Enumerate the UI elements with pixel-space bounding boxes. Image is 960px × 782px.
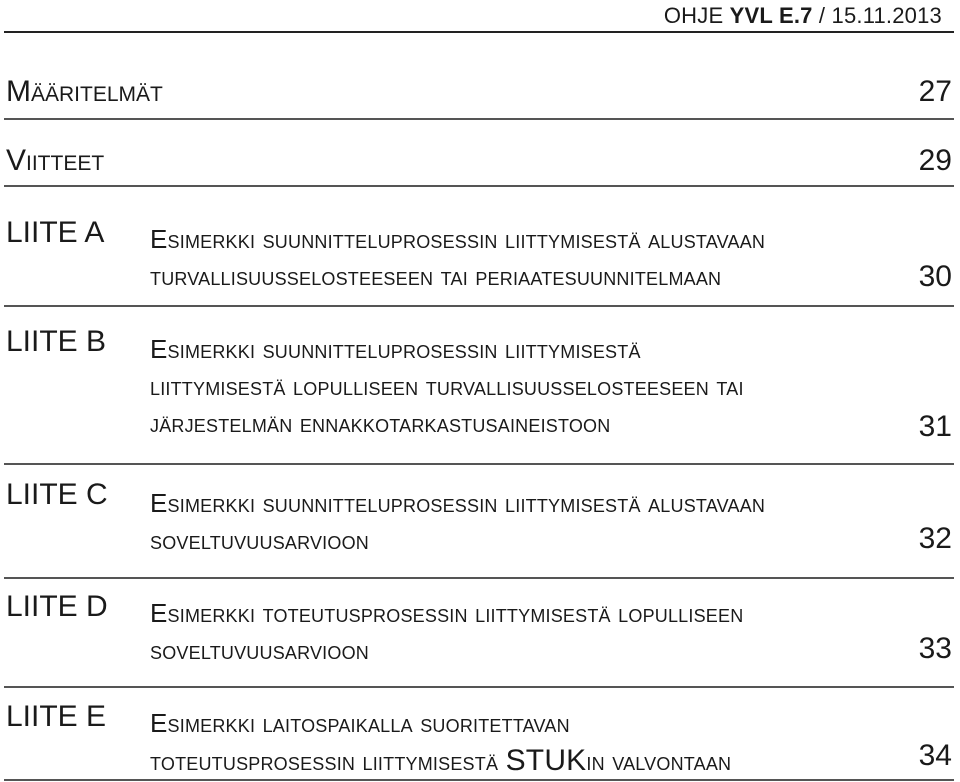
toc-page-number: 33 (918, 632, 952, 665)
toc-page-number: 34 (918, 739, 952, 772)
stuk-acronym: STUK (505, 744, 587, 777)
toc-title-text: in valvontaan (586, 746, 732, 776)
toc-entry-appendix-c[interactable] (4, 480, 954, 579)
guide-code: YVL E.7 (729, 3, 813, 28)
guide-date: 15.11.2013 (831, 3, 942, 28)
toc-entry-appendix-b[interactable] (4, 323, 954, 465)
header-rule (4, 31, 954, 33)
toc-entry-appendix-d[interactable] (4, 590, 954, 688)
toc-title (150, 595, 906, 669)
toc-label: LIITE A (6, 216, 105, 249)
toc-title-line: Esimerkki suunnitteluprosessin liittymisestä (150, 334, 641, 364)
toc-page-number: 29 (918, 144, 952, 177)
toc-title (150, 221, 906, 295)
toc-title-text: toteutusprosessin liittymisestä (150, 746, 506, 776)
toc-title-line: turvallisuusselosteeseen tai periaatesuunnitelmaan (150, 261, 722, 291)
toc-label: LIITE C (6, 478, 108, 511)
toc-title-line (150, 742, 906, 780)
toc-page-number: 32 (918, 522, 952, 555)
toc-title-line: Esimerkki suunnitteluprosessin liittymisestä alustavaan (150, 488, 766, 518)
toc-title-line: Esimerkki toteutusprosessin liittymisestä lopulliseen (150, 598, 744, 628)
toc-label: LIITE B (6, 325, 107, 358)
toc-entry-definitions[interactable] (4, 70, 954, 120)
toc-title-line: soveltuvuusarvioon (150, 525, 369, 555)
toc-title (150, 705, 906, 780)
toc-label: LIITE E (6, 700, 107, 733)
toc-entry-appendix-e[interactable] (4, 697, 954, 781)
guide-prefix: OHJE (663, 3, 730, 28)
toc-entry-references[interactable] (4, 138, 954, 187)
toc-title (150, 485, 906, 559)
toc-entry-appendix-a[interactable] (4, 205, 954, 307)
toc-title (150, 331, 906, 442)
toc-label: Viitteet (6, 144, 105, 177)
toc-title-line: järjestelmän ennakkotarkastusaineistoon (150, 408, 611, 438)
toc-page-number: 31 (918, 410, 952, 443)
toc-title-line: soveltuvuusarvioon (150, 635, 369, 665)
toc-page-number: 27 (918, 75, 952, 108)
toc-title-line: Esimerkki laitospaikalla suoritettavan (150, 708, 570, 738)
running-header (664, 3, 942, 29)
header-separator: / (812, 3, 832, 28)
toc-label: LIITE D (6, 590, 108, 623)
toc-title-line: Esimerkki suunnitteluprosessin liittymisestä alustavaan (150, 224, 766, 254)
toc-page-number: 30 (918, 260, 952, 293)
toc-title-line: liittymisestä lopulliseen turvallisuusselosteeseen tai (150, 371, 744, 401)
toc-label: Määritelmät (6, 75, 163, 108)
